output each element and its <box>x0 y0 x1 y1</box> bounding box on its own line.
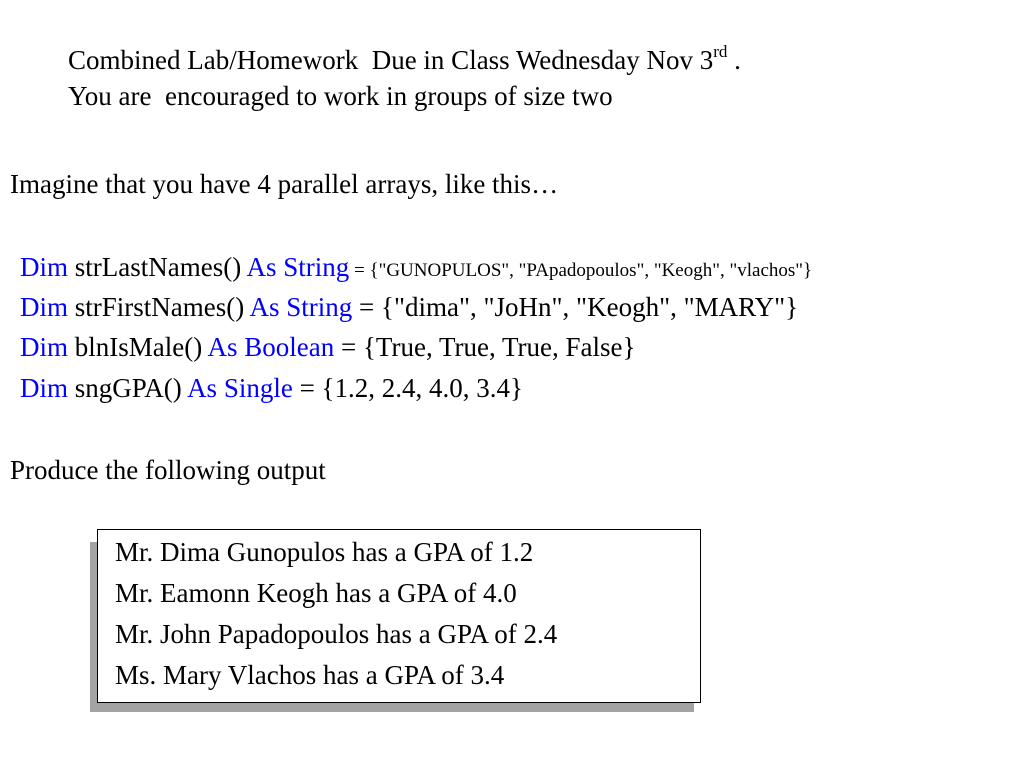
ordinal-suffix: rd <box>713 42 728 61</box>
dim-keyword: Dim <box>20 292 69 322</box>
output-line: Ms. Mary Vlachos has a GPA of 3.4 <box>115 660 505 690</box>
dim-keyword: Dim <box>20 332 69 362</box>
output-line: Mr. Eamonn Keogh has a GPA of 4.0 <box>115 578 517 608</box>
type-keyword: As Boolean <box>207 332 335 362</box>
code-line-firstnames <box>20 291 798 323</box>
array-initializer: = {"GUNOPULOS", "PApadopoulos", "Keogh", "vlachos"} <box>349 260 813 281</box>
expected-output-box <box>97 529 701 703</box>
intro-text: Imagine that you have 4 parallel arrays, like this… <box>10 169 559 199</box>
array-initializer: = {1.2, 2.4, 4.0, 3.4} <box>292 373 523 403</box>
type-keyword: As String <box>246 252 350 282</box>
produce-text: Produce the following output <box>10 455 326 485</box>
output-line: Mr. Dima Gunopulos has a GPA of 1.2 <box>115 537 534 567</box>
code-line-lastnames <box>20 251 812 287</box>
array-initializer: = {True, True, True, False} <box>334 332 636 362</box>
output-line: Mr. John Papadopoulos has a GPA of 2.4 <box>115 619 558 649</box>
array-name: strFirstNames() <box>68 292 250 322</box>
array-name: sngGPA() <box>68 373 188 403</box>
array-name: strLastNames() <box>68 252 247 282</box>
type-keyword: As String <box>249 292 353 322</box>
array-initializer: = {"dima", "JoHn", "Keogh", "MARY"} <box>352 292 799 322</box>
array-name: blnIsMale() <box>68 332 208 362</box>
title-end: . <box>727 45 741 75</box>
title-text: Combined Lab/Homework Due in Class Wednesday Nov 3 <box>68 45 714 75</box>
group-note: You are encouraged to work in groups of size two <box>68 81 613 111</box>
assignment-title <box>68 38 741 76</box>
dim-keyword: Dim <box>20 373 69 403</box>
dim-keyword: Dim <box>20 252 69 282</box>
code-line-gpa <box>20 372 523 404</box>
code-line-ismale <box>20 331 635 363</box>
type-keyword: As Single <box>187 373 293 403</box>
